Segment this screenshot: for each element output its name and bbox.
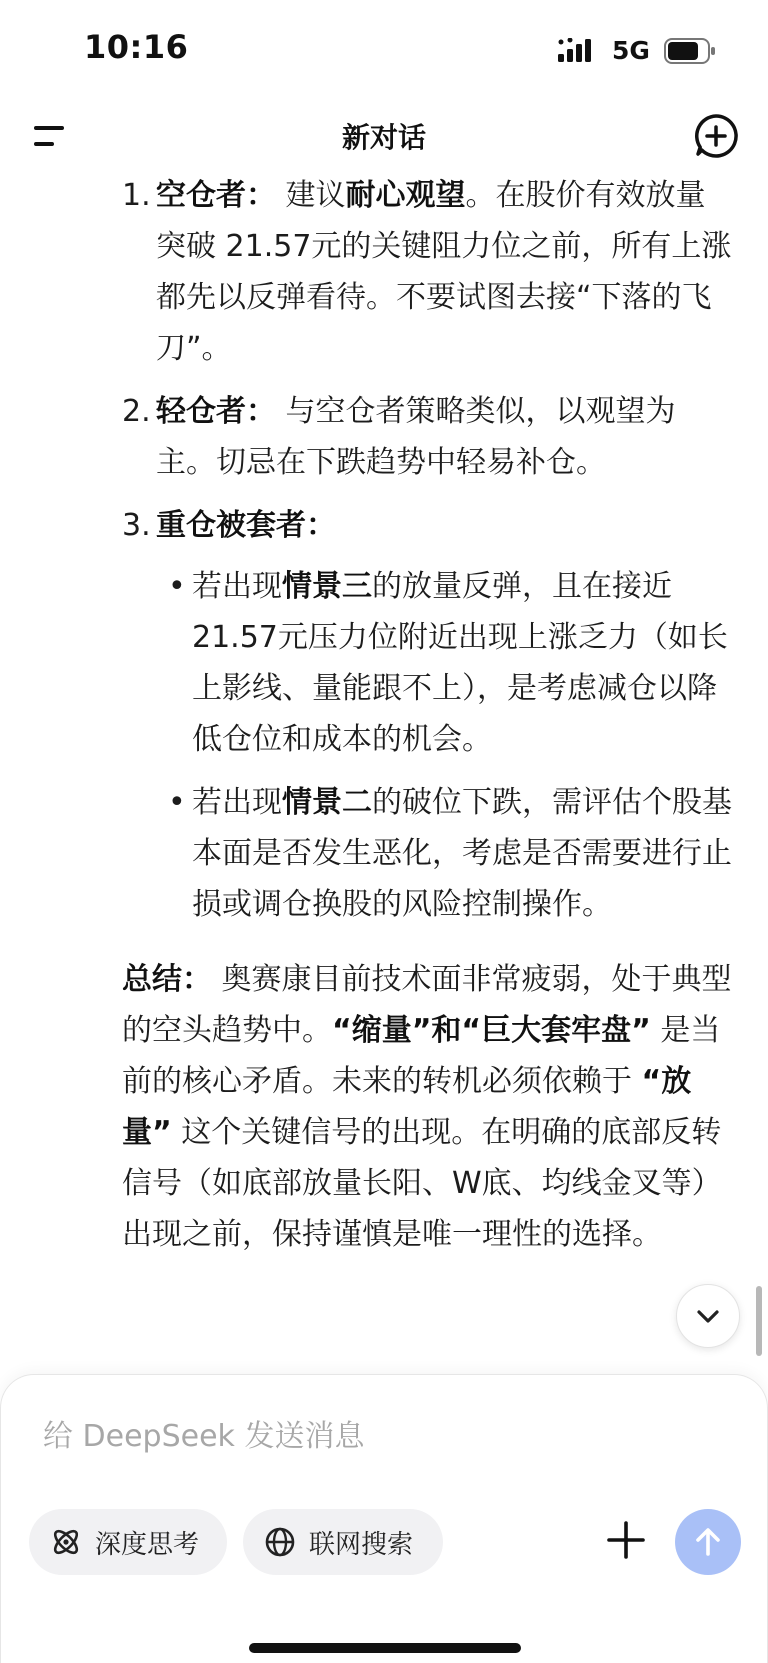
list-item-label: 空仓者： [156, 178, 276, 213]
web-search-toggle[interactable] [243, 1509, 443, 1575]
list-item-label: 重仓被套者： [156, 508, 336, 543]
signal-bars-icon [558, 38, 600, 66]
home-indicator [249, 1643, 521, 1653]
deep-think-toggle[interactable] [29, 1509, 227, 1575]
list-item-label: 轻仓者： [156, 394, 276, 429]
list-item [0, 170, 768, 374]
send-button[interactable] [675, 1509, 741, 1575]
summary-emphasis: “缩量”和“巨大套牢盘” [332, 1013, 651, 1048]
summary-text: 这个关键信号的出现。在明确的底部反转信号（如底部放量长阳、W底、均线金叉等）出现之前，保持谨慎是唯一理性的选择。 [122, 1115, 722, 1252]
bullet: • [168, 785, 186, 820]
new-chat-icon[interactable] [692, 112, 740, 160]
list-number: 3. [122, 508, 151, 543]
sub-item-emphasis: 情景三 [282, 569, 372, 604]
summary-text: 是当前的核心矛盾。未来的转机必须依赖于 [122, 1013, 721, 1099]
message-input[interactable]: 给 DeepSeek 发送消息 [43, 1419, 365, 1454]
globe-icon [263, 1525, 297, 1559]
summary-text: 奥赛康目前技术面非常疲弱，处于典型的空头趋势中。 [122, 962, 732, 1048]
sub-list [0, 561, 768, 930]
list-item-text: 与空仓者策略类似，以观望为主。切忌在下跌趋势中轻易补仓。 [156, 394, 676, 480]
list-item-text: 建议 [276, 178, 346, 213]
sub-list-item [0, 561, 768, 765]
list-item [0, 500, 768, 551]
summary-emphasis: “放量” [122, 1064, 692, 1150]
content-fade [0, 1330, 768, 1374]
deep-think-label: 深度思考 [95, 1529, 200, 1560]
sub-item-text: 的破位下跌，需评估个股基本面是否发生恶化，考虑是否需要进行止损或调仓换股的风险控制操作。 [192, 785, 732, 922]
web-search-label: 联网搜索 [309, 1529, 414, 1560]
list-item [0, 386, 768, 488]
summary-label: 总结： [122, 962, 212, 997]
sub-item-text: 的放量反弹，且在接近 21.57元压力位附近出现上涨乏力（如长上影线、量能跟不上），是考虑减仓以降低仓位和成本的机会。 [192, 569, 728, 757]
chevron-down-icon [693, 1301, 723, 1331]
page-title: 新对话 [341, 121, 426, 154]
sub-item-text: 若出现 [192, 785, 282, 820]
list-item-emphasis: 耐心观望 [345, 178, 466, 213]
summary-paragraph [0, 954, 768, 1260]
status-bar [0, 0, 768, 100]
sub-list-item [0, 777, 768, 930]
list-number: 1. [122, 178, 151, 213]
scroll-to-bottom-button[interactable] [676, 1284, 740, 1348]
network-type: 5G [612, 36, 650, 65]
atom-icon [49, 1525, 83, 1559]
chat-content [0, 170, 768, 1374]
list-number: 2. [122, 394, 151, 429]
battery-icon [664, 38, 716, 64]
status-time: 10:16 [84, 28, 189, 66]
header [0, 100, 768, 172]
message-composer [0, 1374, 768, 1663]
list-item-text: 。在股价有效放量突破 21.57元的关键阻力位之前，所有上涨都先以反弹看待。不要试图去接“下落的飞刀”。 [156, 178, 732, 366]
plus-icon[interactable] [601, 1515, 651, 1565]
sub-item-text: 若出现 [192, 569, 282, 604]
sub-item-emphasis: 情景二 [282, 785, 372, 820]
send-arrow-icon [690, 1524, 726, 1560]
scrollbar-thumb[interactable] [756, 1286, 762, 1356]
bullet: • [168, 569, 186, 604]
